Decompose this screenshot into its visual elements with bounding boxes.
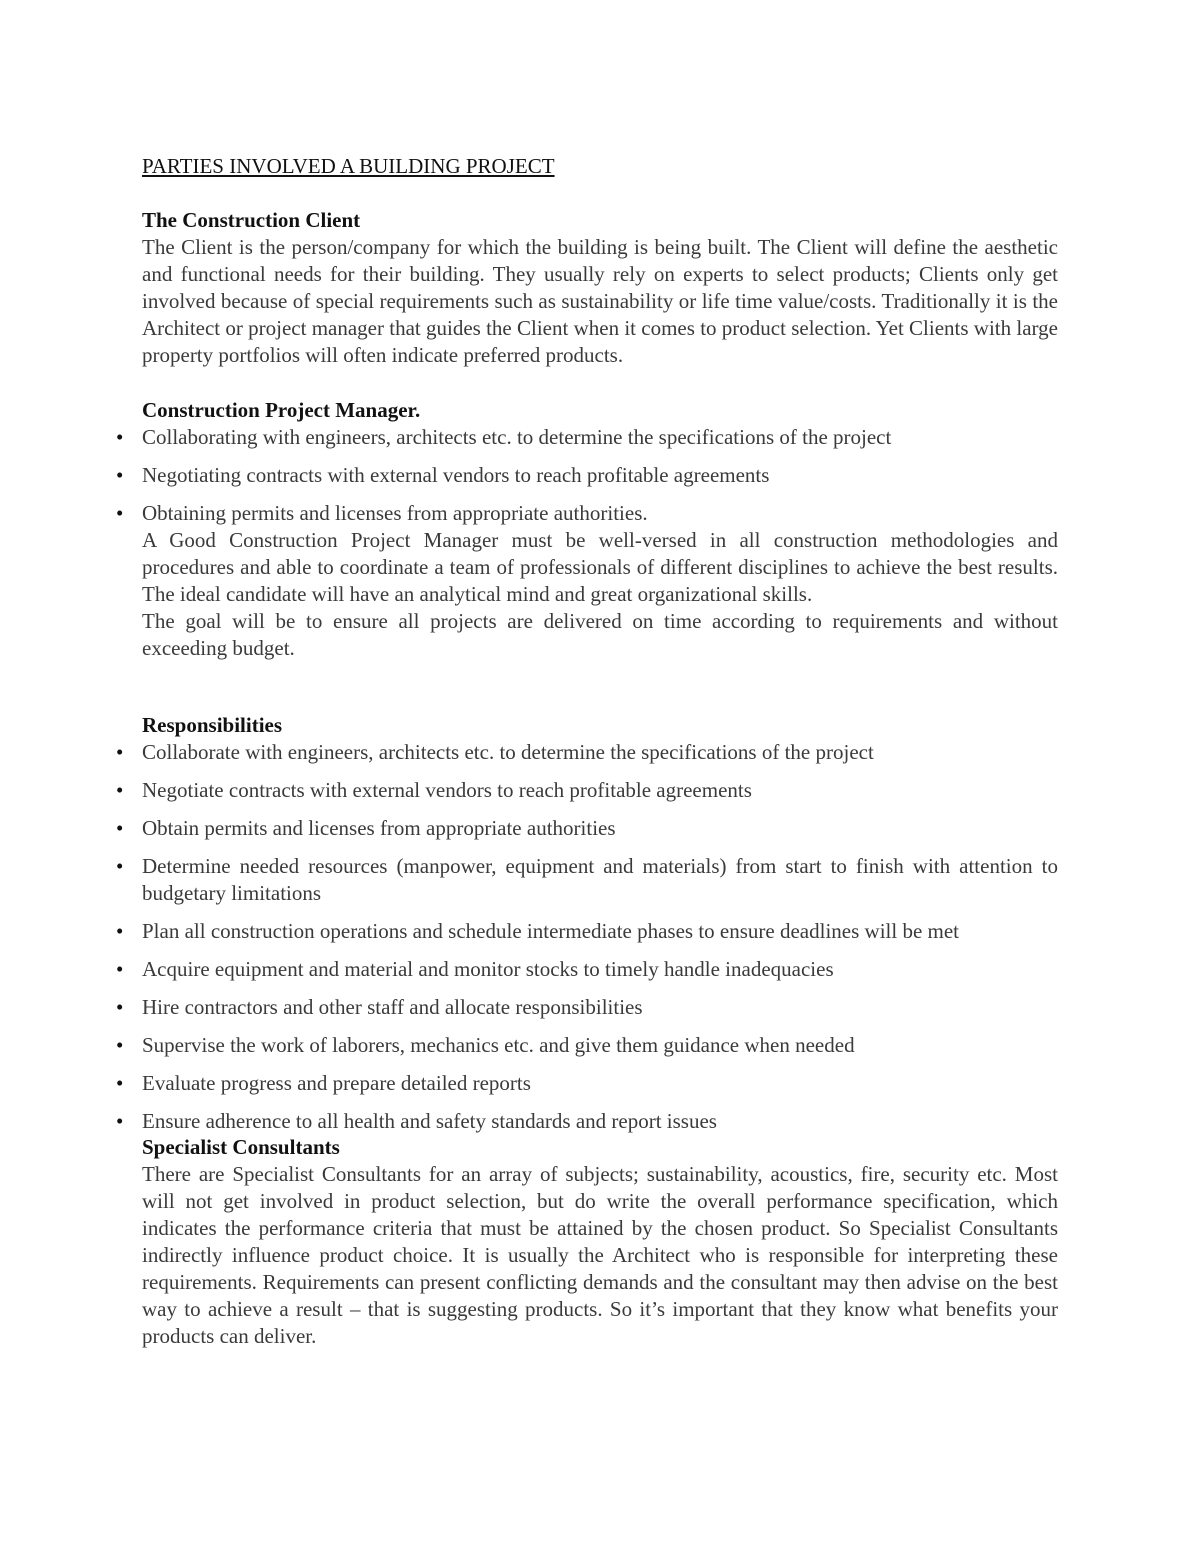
paragraph: The Client is the person/company for which the building is being built. The Client will define the aesthetic and functional needs for their building. They usually rely on experts to select products; Clients only get involved because of special requirements such as sustainability or life time value/costs. Traditionally it is the Architect or project manager that guides the Client when it comes to product selection. Yet Clients with large property portfolios will often indicate preferred products. <box>142 235 1058 367</box>
list-item <box>116 1108 1058 1135</box>
section-specialist-consultants <box>142 1134 1058 1350</box>
bullet-list <box>116 739 1058 1135</box>
list-item <box>116 918 1058 945</box>
list-item-text: Collaborate with engineers, architects etc. to determine the specifications of the project <box>142 740 874 764</box>
list-item-text: Negotiate contracts with external vendors to reach profitable agreements <box>142 778 752 802</box>
document-page <box>116 153 1058 1350</box>
list-item <box>116 462 1058 489</box>
list-item-text: Obtaining permits and licenses from appropriate authorities. <box>142 501 648 525</box>
bullet-icon: • <box>116 778 124 802</box>
list-item-text: Obtain permits and licenses from appropriate authorities <box>142 816 616 840</box>
section-heading: Construction Project Manager. <box>142 398 421 422</box>
bullet-icon: • <box>116 1109 124 1133</box>
document-title: PARTIES INVOLVED A BUILDING PROJECT <box>142 154 555 178</box>
list-item-text: Collaborating with engineers, architects etc. to determine the specifications of the project <box>142 425 892 449</box>
list-item <box>116 777 1058 804</box>
list-item-text: Supervise the work of laborers, mechanics etc. and give them guidance when needed <box>142 1033 855 1057</box>
list-item <box>116 739 1058 766</box>
list-item <box>116 424 1058 451</box>
bullet-list <box>116 424 1058 527</box>
section-heading: Responsibilities <box>142 713 283 737</box>
list-item <box>116 1070 1058 1097</box>
list-item-text: Determine needed resources (manpower, equipment and materials) from start to finish with attention to budgetary limitations <box>142 854 1058 905</box>
list-item <box>116 815 1058 842</box>
bullet-icon: • <box>116 740 124 764</box>
bullet-icon: • <box>116 919 124 943</box>
bullet-icon: • <box>116 463 124 487</box>
section-responsibilities <box>116 712 1058 1135</box>
list-item <box>116 853 1058 907</box>
bullet-icon: • <box>116 957 124 981</box>
list-item-text: Evaluate progress and prepare detailed reports <box>142 1071 531 1095</box>
list-item-text: Acquire equipment and material and monitor stocks to timely handle inadequacies <box>142 957 834 981</box>
list-item <box>116 956 1058 983</box>
paragraph: There are Specialist Consultants for an array of subjects; sustainability, acoustics, fire, security etc. Most will not get involved in product selection, but do write the overall performance specification, which indicates the performance criteria that must be attained by the chosen product. So Specialist Consultants indirectly influence product choice. It is usually the Architect who is responsible for interpreting these requirements. Requirements can present conflicting demands and the consultant may then advise on the best way to achieve a result – that is suggesting products. So it’s important that they know what benefits your products can deliver. <box>142 1162 1058 1348</box>
paragraph: A Good Construction Project Manager must be well-versed in all construction methodologies and procedures and able to coordinate a team of professionals of different disciplines to achieve the best results. The ideal candidate will have an analytical mind and great organizational skills. <box>142 528 1058 606</box>
section-heading: Specialist Consultants <box>142 1135 340 1159</box>
bullet-icon: • <box>116 501 124 525</box>
paragraph: The goal will be to ensure all projects are delivered on time according to requirements and without exceeding budget. <box>142 609 1058 660</box>
list-item-text: Ensure adherence to all health and safety standards and report issues <box>142 1109 717 1133</box>
bullet-icon: • <box>116 854 124 878</box>
bullet-icon: • <box>116 1033 124 1057</box>
list-item <box>116 1032 1058 1059</box>
bullet-icon: • <box>116 816 124 840</box>
list-item-text: Negotiating contracts with external vendors to reach profitable agreements <box>142 463 770 487</box>
bullet-icon: • <box>116 995 124 1019</box>
section-construction-client <box>142 207 1058 369</box>
section-project-manager <box>116 397 1058 662</box>
bullet-icon: • <box>116 1071 124 1095</box>
bullet-icon: • <box>116 425 124 449</box>
list-item <box>116 994 1058 1021</box>
section-heading: The Construction Client <box>142 208 361 232</box>
list-item <box>116 500 1058 527</box>
list-item-text: Plan all construction operations and schedule intermediate phases to ensure deadlines will be met <box>142 919 960 943</box>
list-item-text: Hire contractors and other staff and allocate responsibilities <box>142 995 643 1019</box>
